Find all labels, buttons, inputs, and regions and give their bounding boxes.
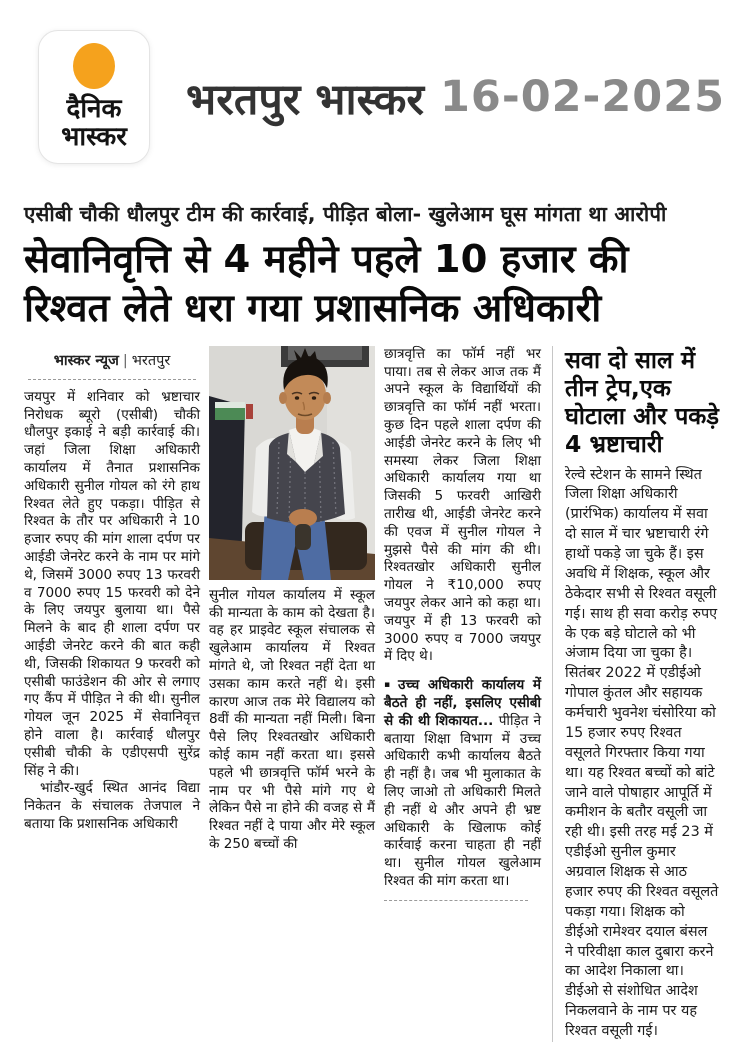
page-title: भरतपुर भास्कर: [186, 74, 425, 125]
body-paragraph: सुनील गोयल कार्यालय में स्कूल की मान्यता के काम को देखता है। वह हर प्राइवेट स्कूल संचालक से खुलेआम कार्यालय में रिश्वत मांगते थे, जो रिश्वत नहीं देता था उसका काम करते नहीं थे। इसी कारण आज तक मेरे विद्यालय को 8वीं की मान्यता नहीं मिली। बिना पैसे लिए रिश्वतखोर अधिकारी कोई काम नहीं करता था। इससे पहले भी छात्रवृत्ति फॉर्म भरने के नाम पर भी पैसे मांगे गए थे लेकिन पैसे ना होने की वजह से मैं रिश्वत नहीं दे पाया और मेरे स्कूल के 250 बच्चों की: [209, 586, 375, 852]
byline-location: भरतपुर: [131, 352, 171, 369]
byline: [28, 346, 196, 380]
article-kicker: एसीबी चौकी धौलपुर टीम की कार्रवाई, पीड़ित बोला- खुलेआम घूस मांगता था आरोपी: [24, 202, 667, 226]
dainik-bhaskar-logo: [38, 30, 150, 164]
sidebar-story-heading: सवा दो साल में तीन ट्रेप,एक घोटाला और पकड़े 4 भ्रष्टाचारी: [565, 345, 719, 459]
byline-separator: |: [122, 352, 128, 369]
sidebar-story: [565, 346, 719, 1042]
article-column-1: [24, 346, 200, 1042]
article-body: [24, 346, 719, 1042]
sidebar-story-body: रेल्वे स्टेशन के सामने स्थित जिला शिक्षा अधिकारी (प्रारंभिक) कार्यालय में सवा दो साल में चार भ्रष्टाचारी रंगे हाथों पकड़े जा चुके हैं। इस अवधि में शिक्षक, स्कूल और ठेकेदार सभी से रिश्वत वसूली गई। साथ ही सवा करोड़ रुपए के एक बड़े घोटाले को भी अंजाम दिया जा चुका है। सितंबर 2022 में एडीईओ गोपाल कुंतल और सहायक कर्मचारी भुवनेश चंसोरिया को 15 हजार रुपए रिश्वत वसूलते गिरफ्तार किया गया था। यह रिश्वत बच्चों को बांटे जाने वाले पोषाहार आपूर्ति में कमीशन के बतौर वसूली जा रही थी। इसी तरह मई 23 में एडीईओ सुनील कुमार अग्रवाल शिक्षक से आठ हजार रुपए की रिश्वत वसूलते पकड़ा गया। शिक्षक को डीईओ रामेश्वर दयाल बंसल ने परिवीक्षा काल दुबारा करने का आदेश निकाला था। डीईओ से संशोधित आदेश निकलवाने के नाम पर यह रिश्वत वसूली गई।: [565, 466, 719, 1040]
article-column-2: [209, 346, 375, 1042]
logo-text-line2: भास्कर: [61, 121, 127, 152]
article-headline: सेवानिवृत्ति से 4 महीने पहले 10 हजार की रिश्वत लेते धरा गया प्रशासनिक अधिकारी: [24, 237, 629, 331]
statement-rest: पीड़ित ने बताया शिक्षा विभाग में उच्च अधिकारी कभी कार्यालय बैठते ही नहीं है। जब भी मुलाकात के लिए जाओ तो अधिकारी मिलते ही नहीं थे और अपने ही भ्रष्ट अधिकारी के खिलाफ कोई कार्रवाई करना चाहता ही नहीं था। सुनील गोयल खुलेआम रिश्वत की मांग करता था।: [384, 712, 541, 889]
arrested-officer-photo-graphic: [209, 346, 375, 580]
article: [0, 200, 743, 1042]
logo-text-line1: दैनिक: [66, 94, 122, 125]
arrested-officer-photo: [209, 346, 375, 580]
statement-lead: उच्च अधिकारी कार्यालय में बैठते ही नहीं, इसलिए एसीबी से की थी शिकायत...: [384, 677, 541, 729]
article-column-3: [384, 346, 541, 1042]
body-paragraph: भांडौर-खुर्द स्थित आनंद विद्या निकेतन के संचालक तेजपाल ने बताया कि प्रशासनिक अधिकारी: [24, 780, 200, 832]
logo-sun-icon: [73, 43, 115, 89]
publication-date: 16-02-2025: [440, 72, 726, 122]
byline-source: भास्कर न्यूज: [53, 352, 119, 369]
column-end-divider: [384, 900, 528, 901]
body-paragraph: छात्रवृत्ति का फॉर्म नहीं भर पाया। तब से लेकर आज तक मैं अपने स्कूल के विद्यार्थियों की छात्रवृत्ति का फॉर्म नहीं भरता। कुछ दिन पहले शाला दर्पण की आईडी जेनरेट करने के लिए भी समस्या लेकर जिला शिक्षा अधिकारी कार्यालय गया था जिसकी 5 फरवरी आखिरी तारीख थी, आईडी जेनरेट करने की एवज में सुनील गोयल ने मुझसे पैसे की मांग की थी। रिश्वतखोर अधिकारी सुनील गोयल ने ₹10,000 रुपए जयपुर लेकर आने को कहा था। जयपुर में ही 13 फरवरी को 3000 रुपए व 7000 जयपुर में दिए थे।: [384, 345, 541, 665]
column-divider: [552, 346, 553, 1042]
square-bullet-icon: ▪: [384, 679, 394, 690]
victim-statement-paragraph: [384, 677, 541, 891]
body-paragraph: जयपुर में शनिवार को भ्रष्टाचार निरोधक ब्यूरो (एसीबी) चौकी धौलपुर इकाई ने बड़ी कार्रवाई की। जहां जिला शिक्षा अधिकारी कार्यालय में तैनात प्रशासनिक अधिकारी सुनील गोयल को रंगे हाथ रिश्वत लेते हुए पकड़ा। पीड़ित से रिश्वत के तौर पर अधिकारी ने 10 हजार रुपए की मांग शाला दर्पण पर आईडी जेनरेट करने के नाम पर मांगे थे, जिसमें 3000 रुपए 13 फरवरी व 7000 रुपए 15 फरवरी को देने के लिए जयपुर बुलाया था। पैसे मिलने के बाद ही शाला दर्पण पर आईडी जेनरेट करने की बात कही थी, जिसकी शिकायत 9 फरवरी को एसीबी फाउंडेशन की ओर से लगाए गए कैंप में पीड़ित ने की थी। सुनील गोयल जून 2025 में सेवानिवृत्त होने वाला है। कार्रवाई धौलपुर एसीबी चौकी के एडीएसपी सुरेंद्र सिंह ने की।: [24, 388, 200, 779]
masthead: [0, 0, 743, 164]
